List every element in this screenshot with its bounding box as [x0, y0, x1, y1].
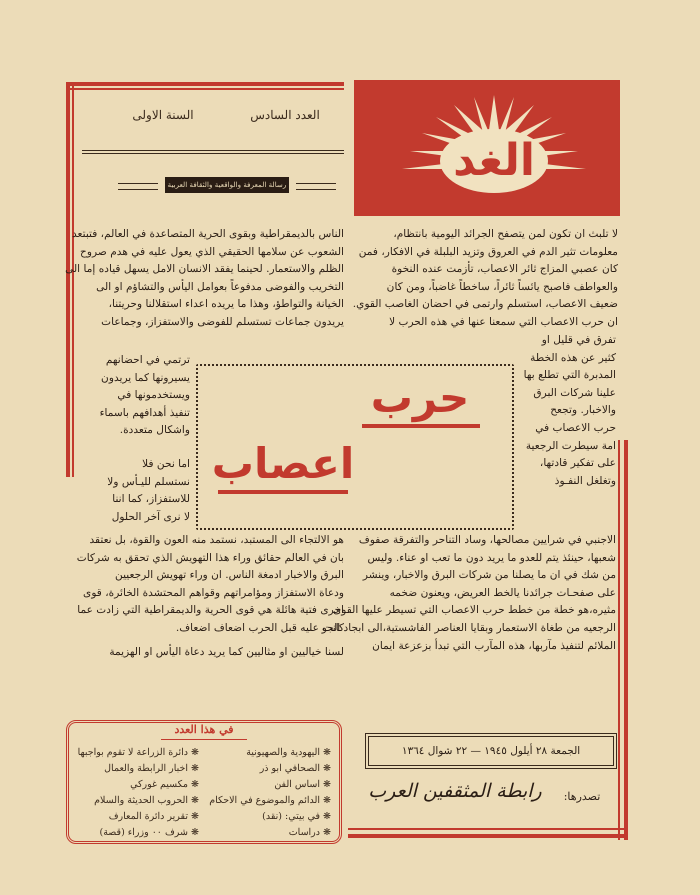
toc-entry [209, 795, 331, 806]
toc-entry-label: اليهودية والصهيونية [246, 747, 320, 758]
bullet-icon: ❋ [323, 747, 331, 758]
frame-right-bar-inner [618, 440, 620, 840]
toc-entry [109, 811, 199, 822]
text-line: المدبرة التي تطلع بها [523, 369, 616, 382]
text-line: الظلم والاستعمار. لحينما يفقد الانسان الامل يسهل قياده إما الى [65, 263, 344, 276]
toc-entry [94, 795, 199, 806]
article-title-box [196, 364, 514, 530]
article-mid-right-column [518, 332, 616, 490]
text-line: نستسلم لليـأس ولا [107, 475, 190, 488]
toc-entry-label: شرف ٠٠ وزراء (قصة) [99, 827, 188, 838]
toc-entry-label: مكسيم غوركي [130, 779, 188, 790]
bullet-icon: ❋ [323, 763, 331, 774]
text-line: والاخبار. وتجعح [550, 404, 616, 417]
text-line: وتغلغل النفـوذ [554, 474, 616, 487]
frame-left-bar-inner [72, 82, 74, 477]
tagline: رسالة المعرفة والواقعية والثقافة العربية [165, 177, 289, 193]
toc-entry [100, 827, 200, 838]
text-line: حرب الاعصاب في [535, 421, 616, 434]
text-line: للاستفزاز، كما اننا [112, 493, 190, 506]
header-rule-2 [82, 153, 344, 154]
toc-entry [262, 811, 331, 822]
tagline-deco-right [296, 183, 336, 190]
text-line: التخريب والفوضى مدفوعاً بعوامل اليأس والتشاؤم او الى [96, 280, 344, 293]
logo-text: الغد [453, 135, 535, 186]
text-line: الناس بالديمقراطية وبقوى الحرية المتصاعدة في العالم، فتبتعد [71, 228, 344, 240]
text-line: لا نرى آخر الحلول [111, 510, 190, 523]
text-line: مثيره،هو خطة من خطط حرب الاعصاب التي تسيطر عليها القوى [332, 604, 616, 617]
text-line: تنفيذ أهدافهم باسماء [99, 406, 190, 419]
issue-date: الجمعة ٢٨ أيلول ١٩٤٥ — ٢٢ شوال ١٣٦٤ [401, 745, 581, 757]
bullet-icon: ❋ [191, 795, 199, 806]
text-line: الملائم لتنفيذ مآربها، هذه المآرب التي تبدأ بزعزعة ايمان [372, 639, 616, 652]
publisher-name: رابطة المثقفين العرب [368, 780, 542, 802]
text-line: كان عصبي المزاج ثائر الاعصاب، تأزمت عنده النخوة [391, 263, 618, 276]
issue-number: العدد السادس [250, 108, 320, 122]
frame-top-bar [66, 82, 344, 86]
toc-entry-label: دراسات [288, 827, 320, 838]
text-line: يريدون جماعات تستسلم للفوضى والاستفزاز، وجماعات [101, 315, 344, 328]
frame-left-bar [66, 82, 70, 477]
text-line: لا تلبث ان تكون لمن يتصفح الجرائد اليومية بانتظام، [393, 228, 618, 240]
toc-entry-label: الصحافي ابو ذر [259, 763, 320, 774]
article-mid-left-column-2 [82, 456, 190, 526]
text-line: تفرق في قليل او [541, 334, 616, 346]
text-line: اخرى فتية هائلة هي قوى الحرية والديمقراطية التي زادت عما [77, 604, 344, 617]
publisher-label: تصدرها: [563, 790, 601, 803]
text-line: شعبها، حينئذ يتم للعدو ما يريد دون ما تعب او عناء. وليس [367, 551, 616, 564]
issue-date-box [368, 736, 614, 766]
toc-entry [246, 747, 331, 758]
title-underline-2 [218, 490, 348, 494]
frame-bottom-bar [348, 834, 628, 838]
header-rule [82, 150, 344, 151]
article-left-column [65, 226, 344, 332]
volume-year: السنة الاولى [132, 108, 194, 122]
text-line: ضعيف الاعصاب، استسلم وارتمى في احضان الغاصب القوي. [352, 298, 618, 311]
text-line: والعواطف فاصبح يائساً ثائراً، ساخطاً غاضباً، ومن كان [386, 280, 618, 293]
article-right-column [352, 226, 618, 332]
text-line: علينا شركات البرق [533, 386, 616, 399]
toc-entry-label: دائرة الزراعة لا تقوم بواجبها [77, 747, 188, 758]
bullet-icon: ❋ [191, 779, 199, 790]
contents-heading: في هذا العدد [161, 721, 247, 740]
text-line: الخيانة والتواطؤ، وهذا ما يريده اعداء استقلالنا وحريتنا، [108, 298, 344, 311]
toc-entry [78, 747, 199, 758]
toc-entry [289, 827, 331, 838]
article-lower-left-column [76, 532, 344, 661]
text-line: الاجنبي في شرايين مصالحها، وساد التناحر والتفرقة صفوف [358, 534, 616, 546]
toc-entry-label: اساس الفن [274, 779, 320, 790]
toc-entry [104, 763, 199, 774]
text-line: بان في العالم حقائق وراء هذا التهويش الذي تحقق به شركات [76, 551, 344, 564]
contents-box [66, 720, 342, 844]
text-line: على صفحـات جرائدنا يالخط العريض، ويعنون ضخمه [389, 586, 616, 599]
toc-entry-label: في بيتي: (نقد) [262, 811, 320, 822]
text-line: هو الالتجاء الى المستبد، نستمد منه العون والقوة، بل نعتقد [89, 534, 344, 546]
text-line: من شك في ان ما يصلنا من شركات البرق والاخبار، وينشر [362, 569, 616, 582]
title-underline-1 [362, 424, 480, 428]
toc-entry-label: تقرير دائرة المعارف [108, 811, 188, 822]
toc-entry [130, 779, 199, 790]
text-line: يسيرونها كما يريدون [101, 371, 190, 384]
text-line: الشعوب عن سلامها الحقيقي الذي يعول عليه في هدم صروح [80, 245, 344, 258]
bullet-icon: ❋ [323, 811, 331, 822]
bullet-icon: ❋ [191, 763, 199, 774]
toc-entry [260, 763, 331, 774]
text-line: لسنا خياليين او مثاليين كما يريد دعاة اليأس او الهزيمة [109, 645, 344, 658]
text-line: ويستخدمونها في [117, 389, 190, 402]
bullet-icon: ❋ [323, 827, 331, 838]
text-line: كثير عن هذه الخطة [530, 351, 616, 364]
text-line: ترتمي في احضانهم [105, 354, 190, 366]
frame-right-bar [624, 440, 628, 840]
article-title-word2: اعصاب [211, 439, 355, 488]
bullet-icon: ❋ [323, 795, 331, 806]
toc-entry [274, 779, 331, 790]
text-line: البرق والاخبار ادمغة الناس. ان وراء تهويش الرجعيين [115, 569, 344, 582]
toc-entry-label: الدائم والموضوع في الاحكام [209, 795, 320, 806]
toc-entry-label: اخبار الرابطة والعمال [104, 763, 188, 774]
text-line: على تفكير قادتها، [539, 457, 616, 470]
tagline-deco-left [118, 183, 158, 190]
toc-entry-label: الحروب الحديثة والسلام [94, 795, 188, 806]
bullet-icon: ❋ [191, 827, 199, 838]
bullet-icon: ❋ [191, 811, 199, 822]
text-line: معلومات تثير الدم في العروق وتزيد البلبلة في الافكار، فمن [358, 245, 618, 258]
bullet-icon: ❋ [191, 747, 199, 758]
text-line: اما نحن فلا [142, 458, 190, 470]
text-line: ان حرب الاعصاب التي سمعنا عنها في هذه الحرب لا [389, 315, 618, 328]
text-line: الرجعيه من طغاة الاستعمار وبقايا العناصر الفاشستية،الى ابجاد الجو [321, 621, 616, 634]
bullet-icon: ❋ [323, 779, 331, 790]
text-line: كانت عليه قبل الحرب اضعاف اضعاف. [175, 621, 344, 634]
article-title-word1: حرب [370, 373, 470, 422]
frame-top-bar-inner [66, 88, 344, 90]
article-lower-right-column [321, 532, 616, 655]
article-mid-left-column [82, 352, 190, 440]
masthead-logo [354, 80, 620, 216]
text-line: ودعاة الاستفزاز ومؤامراتهم وقواهم المحتشدة الخائرة، قوى [83, 586, 344, 599]
text-line: واشكال متعددة. [119, 424, 190, 437]
frame-bottom-bar-inner [348, 828, 628, 830]
text-line: امة سيطرت الرجعية [525, 439, 616, 452]
